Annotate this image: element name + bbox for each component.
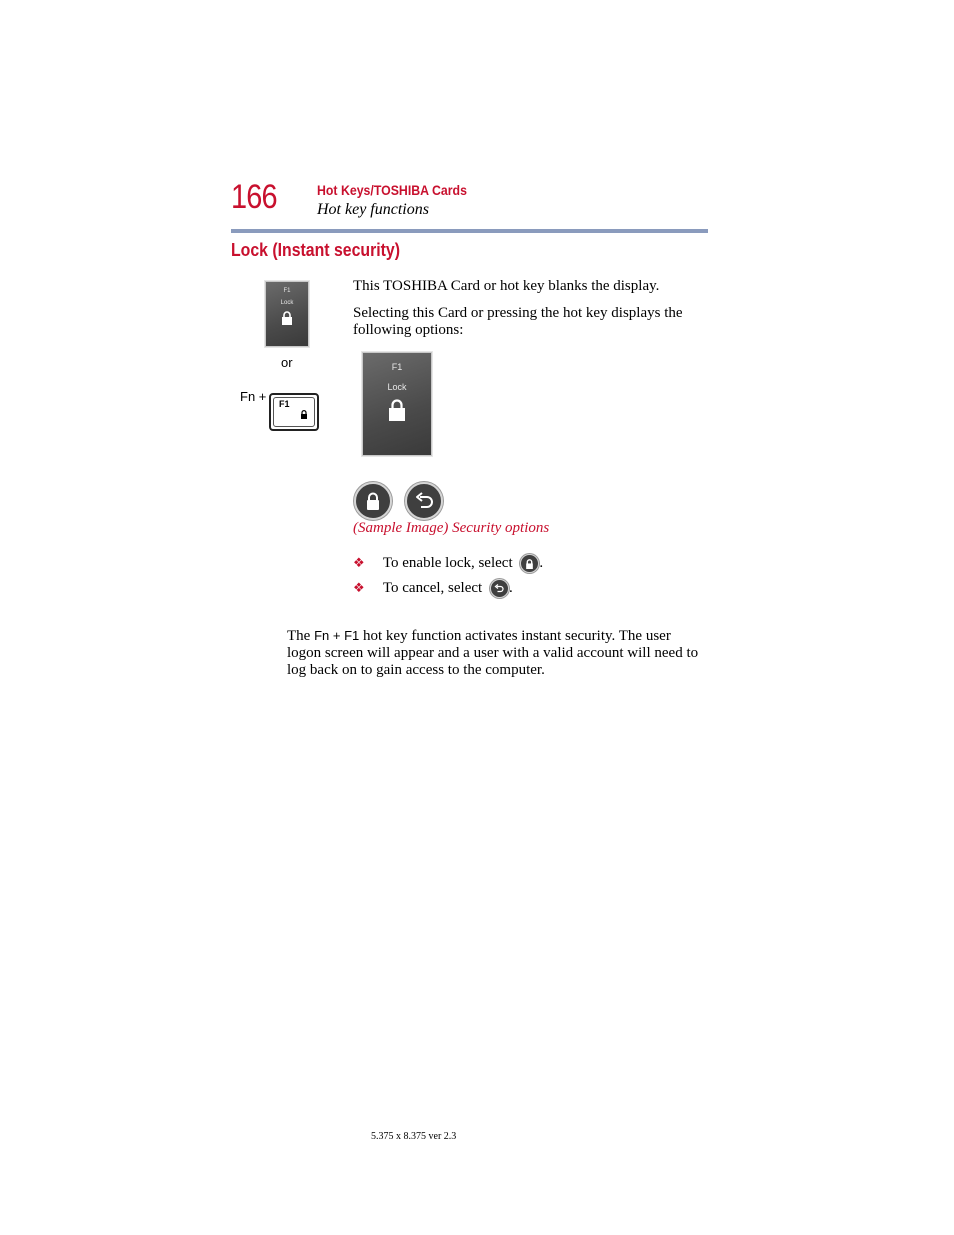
undo-icon: [490, 579, 509, 598]
bullet-mark: ❖: [353, 555, 365, 570]
f1-keycap: [269, 393, 319, 431]
body-text: hot key function activates instant security. The user logon screen will appear and a user with a valid account will need to log back on to gain access to the computer.: [287, 628, 699, 678]
chapter-title: Hot Keys/TOSHIBA Cards: [317, 182, 467, 198]
small-card-key: F1: [283, 288, 291, 294]
bullet-mark: ❖: [353, 580, 365, 595]
page-footer: 5.375 x 8.375 ver 2.3: [371, 1131, 457, 1142]
keycap-label: F1: [279, 399, 290, 409]
page-number: 166: [231, 178, 277, 216]
plus-text: +: [329, 628, 345, 643]
bullet-end: .: [539, 555, 544, 571]
description-paragraph: Selecting this Card or pressing the hot key displays the following options:: [353, 305, 683, 338]
large-card-key: F1: [391, 362, 403, 372]
bullet-end: .: [508, 580, 513, 596]
bullet-item: [353, 554, 543, 573]
body-paragraph: [287, 627, 703, 679]
bullet-text: To cancel, select: [382, 580, 483, 596]
fn-plus-label: Fn +: [240, 389, 267, 404]
bullet-item: [353, 579, 513, 598]
f1-key-text: F1: [344, 628, 360, 643]
or-label: or: [281, 355, 293, 370]
bullet-text: To enable lock, select: [382, 555, 513, 571]
small-lock-card: [265, 281, 309, 347]
lock-option-button: [354, 482, 392, 520]
section-title: Hot key functions: [317, 201, 429, 218]
header-rule: [231, 229, 708, 233]
section-heading: Lock (Instant security): [231, 240, 401, 260]
intro-paragraph: This TOSHIBA Card or hot key blanks the display.: [353, 278, 660, 294]
large-lock-card: [362, 352, 432, 456]
lock-icon: [520, 554, 539, 573]
fn-key-text: Fn: [314, 628, 330, 643]
lock-icon: [300, 410, 308, 419]
image-caption: (Sample Image) Security options: [353, 520, 550, 536]
lock-icon: [388, 399, 406, 421]
small-card-label: Lock: [280, 300, 294, 306]
large-card-label: Lock: [387, 382, 407, 392]
body-text: The: [287, 628, 315, 644]
lock-icon: [281, 311, 293, 325]
lock-icon: [365, 492, 381, 510]
undo-icon: [414, 492, 434, 510]
cancel-option-button: [405, 482, 443, 520]
